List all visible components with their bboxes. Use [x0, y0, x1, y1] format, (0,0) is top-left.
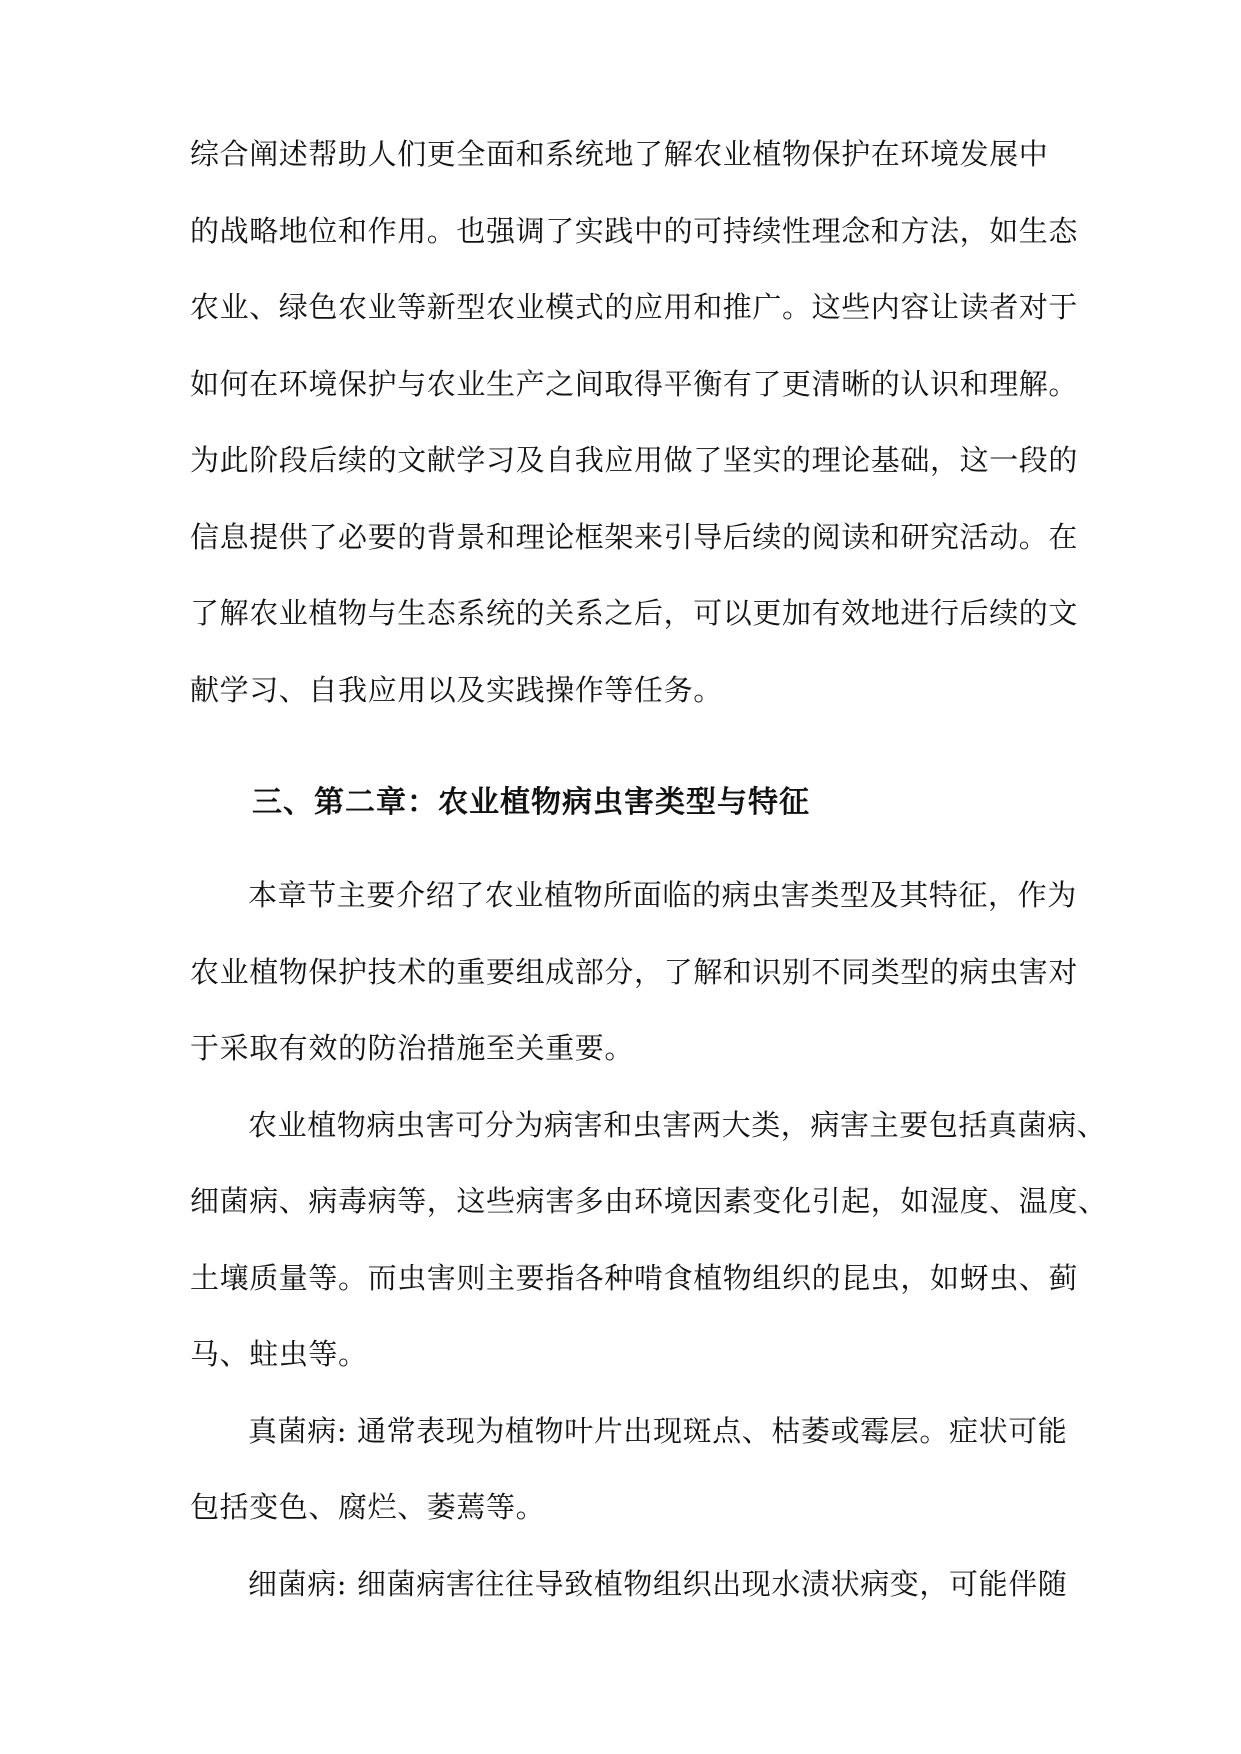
paragraph-line: 农业、绿色农业等新型农业模式的应用和推广。这些内容让读者对于 [190, 290, 1079, 324]
paragraph-line: 的战略地位和作用。也强调了实践中的可持续性理念和方法，如生态 [190, 214, 1079, 248]
paragraph-line: 农业植物保护技术的重要组成部分，了解和识别不同类型的病虫害对 [190, 955, 1079, 989]
paragraph-line: 信息提供了必要的背景和理论框架来引导后续的阅读和研究活动。在 [190, 520, 1079, 554]
section-heading: 三、第二章：农业植物病虫害类型与特征 [252, 785, 810, 820]
paragraph-line: 综合阐述帮助人们更全面和系统地了解农业植物保护在环境发展中 [190, 137, 1049, 171]
paragraph-line: 细菌病: 细菌病害往往导致植物组织出现水渍状病变，可能伴随 [248, 1567, 1068, 1601]
paragraph-line: 本章节主要介绍了农业植物所面临的病虫害类型及其特征，作为 [248, 878, 1077, 912]
paragraph-line: 如何在环境保护与农业生产之间取得平衡有了更清晰的认识和理解。 [190, 367, 1079, 401]
paragraph-line: 农业植物病虫害可分为病害和虫害两大类，病害主要包括真菌病、 [248, 1108, 1107, 1142]
paragraph-line: 包括变色、腐烂、萎蔫等。 [190, 1490, 546, 1524]
paragraph-line: 献学习、自我应用以及实践操作等任务。 [190, 673, 723, 707]
paragraph-line: 马、蛀虫等。 [190, 1337, 368, 1371]
paragraph-line: 细菌病、病毒病等，这些病害多由环境因素变化引起，如湿度、温度、 [190, 1184, 1108, 1218]
paragraph-line: 为此阶段后续的文献学习及自我应用做了坚实的理论基础，这一段的 [190, 443, 1079, 477]
paragraph-line: 于采取有效的防治措施至关重要。 [190, 1031, 635, 1065]
paragraph-line: 真菌病: 通常表现为植物叶片出现斑点、枯萎或霉层。症状可能 [248, 1414, 1068, 1448]
paragraph-line: 了解农业植物与生态系统的关系之后，可以更加有效地进行后续的文 [190, 596, 1079, 630]
paragraph-line: 土壤质量等。而虫害则主要指各种啃食植物组织的昆虫，如蚜虫、蓟 [190, 1261, 1079, 1295]
